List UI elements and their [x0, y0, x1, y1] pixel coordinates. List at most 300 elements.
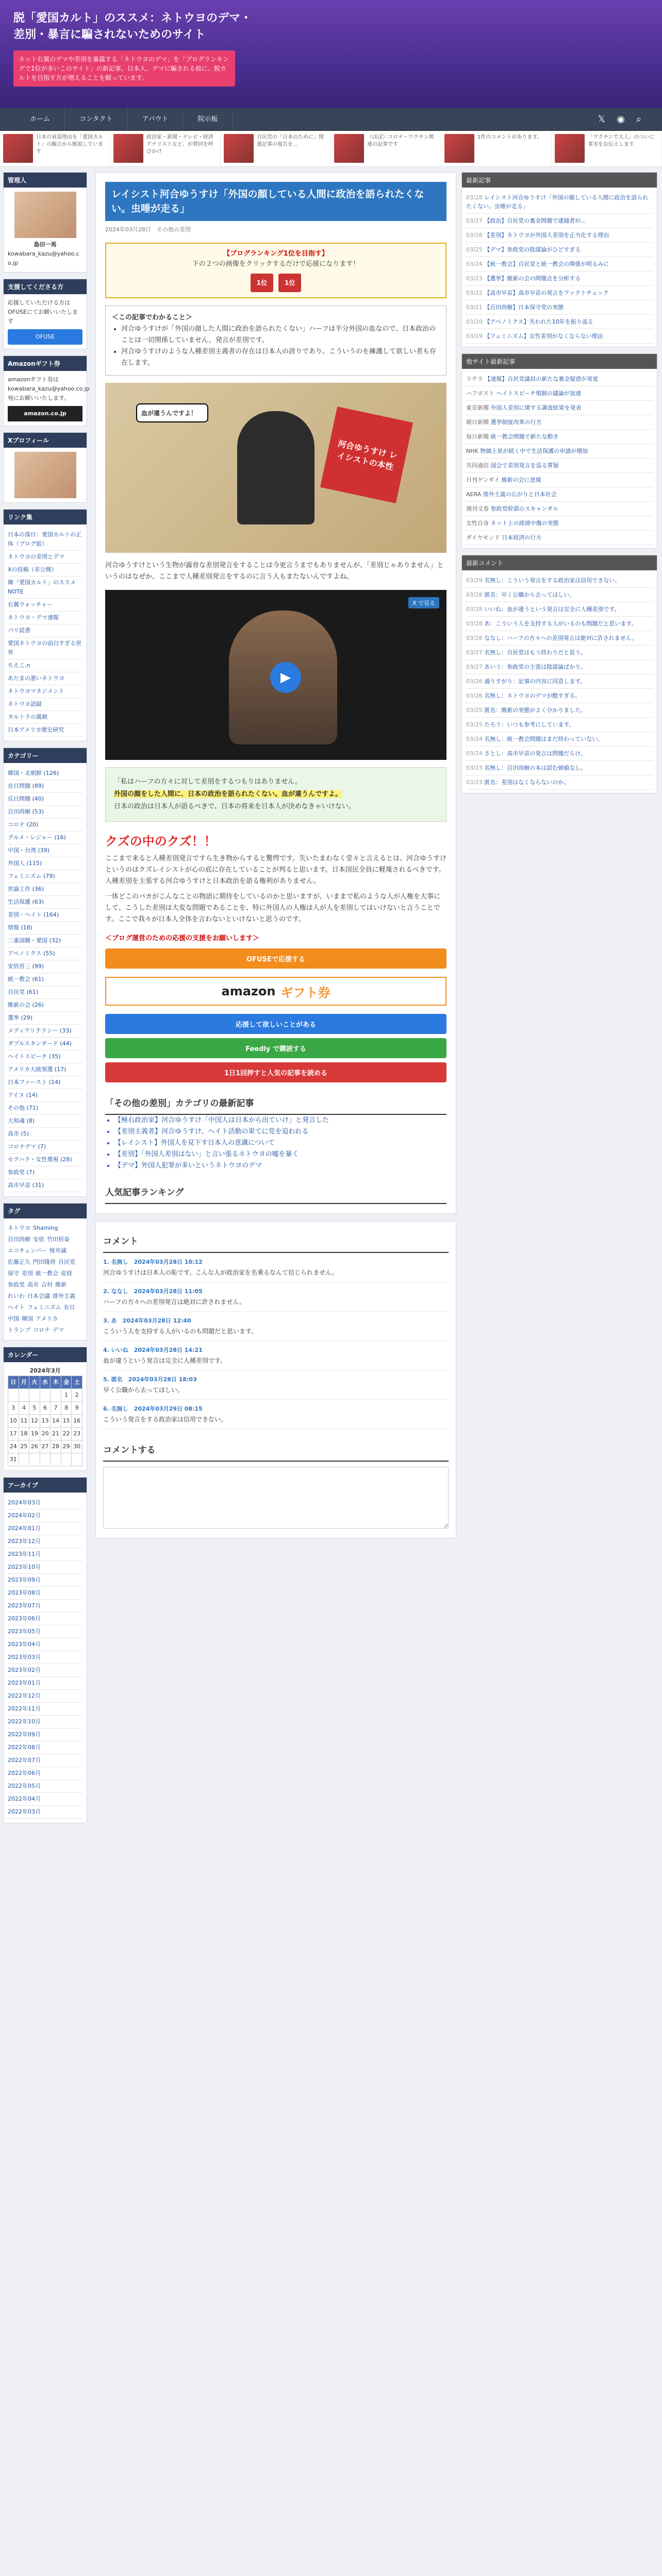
category-item[interactable]: その他 (71) — [8, 1102, 82, 1115]
featured-banner[interactable]: 自民党の「日本のために」関連記事の報告を... — [221, 131, 331, 166]
archive-item[interactable]: 2022年10月 — [8, 1716, 82, 1728]
latest-comment-item[interactable] — [466, 674, 653, 689]
search-icon[interactable]: ⌕ — [636, 114, 641, 125]
other-site-item[interactable] — [466, 531, 653, 545]
category-item[interactable]: フェミニズム (79) — [8, 870, 82, 883]
archive-item[interactable]: 2023年07月 — [8, 1600, 82, 1613]
latest-post-item-date: 03/24 — [466, 261, 483, 267]
calendar-day[interactable]: 12 — [29, 1415, 40, 1428]
calendar-day[interactable] — [8, 1389, 19, 1402]
latest-comment-item-date: 03/27 — [466, 664, 483, 670]
tag-item[interactable]: 高市 — [27, 1281, 39, 1288]
calendar-day[interactable] — [51, 1453, 61, 1466]
calendar-day[interactable]: 3 — [8, 1402, 19, 1415]
latest-posts-widget — [461, 172, 657, 347]
ranking-heading: 人気記事ランキング — [105, 1180, 446, 1204]
banner-thumbnail — [555, 134, 585, 163]
comment-textarea[interactable] — [103, 1467, 449, 1529]
latest-post-item-text: 【政治】自民党の裏金問題で逮捕者が... — [484, 217, 586, 224]
latest-comments-widget — [461, 555, 657, 793]
latest-comment-item-date: 03/25 — [466, 721, 483, 728]
latest-comment-item[interactable] — [466, 718, 653, 732]
nav-contact[interactable]: コンタクト — [65, 108, 127, 131]
category-item[interactable]: 高市 (5) — [8, 1128, 82, 1141]
calendar-day[interactable]: 6 — [40, 1402, 51, 1415]
tag-item[interactable]: 中国 — [8, 1315, 19, 1322]
latest-post-item-date: 03/21 — [466, 304, 483, 311]
other-site-item[interactable] — [466, 415, 653, 430]
archive-item[interactable]: 2022年04月 — [8, 1793, 82, 1806]
play-icon[interactable]: ▶ — [270, 662, 301, 693]
calendar-day[interactable]: 24 — [8, 1440, 19, 1453]
tag-item[interactable]: 桜井誠 — [49, 1247, 67, 1254]
archive-item[interactable]: 2022年12月 — [8, 1690, 82, 1703]
tag-item[interactable]: 安倍 — [33, 1236, 44, 1243]
other-site-item-src: AERA — [466, 491, 482, 498]
comment-item — [103, 1400, 449, 1429]
calendar-day[interactable] — [19, 1389, 29, 1402]
other-site-item-text: 選挙制度改革の行方 — [490, 419, 542, 426]
latest-comment-item-text: 名無し：ネトウヨのデマが酷すぎる。 — [484, 692, 581, 699]
category-item[interactable]: アイヌ (14) — [8, 1089, 82, 1102]
calendar-weekday: 木 — [51, 1376, 61, 1389]
other-site-item[interactable] — [466, 401, 653, 415]
nav-board[interactable]: 院示板 — [183, 108, 233, 131]
category-item[interactable]: コロナ (20) — [8, 819, 82, 832]
latest-comment-item[interactable] — [466, 631, 653, 646]
latest-comment-item[interactable] — [466, 646, 653, 660]
comment-item — [103, 1370, 449, 1400]
category-item[interactable]: 百田尚樹 (53) — [8, 806, 82, 819]
other-site-item[interactable] — [466, 487, 653, 502]
calendar-day[interactable]: 2 — [72, 1389, 82, 1402]
archive-item[interactable]: 2024年03月 — [8, 1497, 82, 1510]
featured-banner[interactable]: 日本の衰退理由を「愛国カルト」の観点から解説しています — [0, 131, 110, 166]
latest-comment-item[interactable] — [466, 588, 653, 602]
category-item[interactable]: 高市早苗 (31) — [8, 1179, 82, 1192]
other-site-item-src: リテラ — [466, 376, 483, 382]
calendar-day[interactable]: 13 — [40, 1415, 51, 1428]
donate-text: 応援していただける方はOFUSEにてお願いいたします — [8, 299, 78, 325]
category-item[interactable]: 安倍晋三 (99) — [8, 960, 82, 973]
category-item[interactable]: ヘイトスピーチ (35) — [8, 1050, 82, 1063]
archive-item[interactable]: 2023年01月 — [8, 1677, 82, 1690]
article-intro: 河合ゆうすけという生物が露骨な差別発言をすることは今更言うまでもありませんが、「差別じゃありません」というのはなぜか、ここまで人種差別発言をするのに言う人もまたないんですよね。 — [105, 562, 444, 581]
category-item[interactable]: 反日問題 (40) — [8, 793, 82, 806]
latest-comment-item[interactable] — [466, 689, 653, 703]
quote-highlight: 外国の顔をした人間に、日本の政治を語られたくない。血が違うんですよ。 — [114, 790, 342, 798]
calendar-day[interactable] — [29, 1389, 40, 1402]
category-item[interactable]: アメリカ大統領選 (17) — [8, 1063, 82, 1076]
latest-post-item-text: 【高市早苗】高市早苗の発言をファクトチェック — [484, 290, 609, 296]
latest-comment-item-text: 名無し：自民党はもう終わりだと思う。 — [484, 649, 587, 656]
other-site-item-src: 毎日新聞 — [466, 433, 489, 440]
archive-item[interactable]: 2023年06月 — [8, 1613, 82, 1625]
calendar-day[interactable] — [40, 1453, 51, 1466]
other-site-item-text: 物価上昇が続く中で生活保護の申請が増加 — [480, 448, 588, 454]
calendar-day[interactable]: 28 — [51, 1440, 61, 1453]
archive-item[interactable]: 2022年11月 — [8, 1703, 82, 1716]
archive-item[interactable]: 2023年03月 — [8, 1651, 82, 1664]
latest-post-item[interactable] — [466, 228, 653, 243]
latest-post-item-date: 03/20 — [466, 318, 483, 325]
request-button[interactable]: 応援して欲しいことがある — [105, 1014, 446, 1034]
latest-post-item[interactable] — [466, 214, 653, 228]
category-item[interactable]: 日本ファースト (14) — [8, 1076, 82, 1089]
tag-item[interactable]: 在日 — [63, 1304, 75, 1311]
category-item[interactable]: 中国・台湾 (39) — [8, 844, 82, 857]
tag-item[interactable]: 韓国 — [22, 1315, 33, 1322]
x-icon[interactable]: 𝕏 — [598, 114, 606, 125]
archive-item[interactable]: 2023年04月 — [8, 1638, 82, 1651]
link-item[interactable]: 韓「愛国カルト」のススメNOTE — [8, 577, 82, 599]
calendar-day[interactable]: 15 — [61, 1415, 72, 1428]
category-item[interactable]: アベノミクス (55) — [8, 947, 82, 960]
tag-item[interactable]: 百田尚樹 — [8, 1236, 30, 1243]
article-meta: 2024年03月28日 その他の差別 — [105, 226, 191, 233]
featured-banner[interactable]: 政治家・新聞・テレビ・経済アナリストなど、が賛同を呼びかけ — [110, 131, 221, 166]
tag-item[interactable]: エコチェンバー — [8, 1247, 47, 1254]
link-item[interactable]: パリ読書 — [8, 624, 82, 637]
archive-item[interactable]: 2022年03月 — [8, 1806, 82, 1819]
latest-comment-item-text: あいう：参政党の主張は陰謀論ばかり。 — [484, 664, 587, 670]
archive-item[interactable]: 2022年08月 — [8, 1741, 82, 1754]
category-item[interactable]: 生活保護 (63) — [8, 896, 82, 909]
profile-widget — [3, 172, 87, 273]
related-item[interactable]: • 【差別主義者】河合ゆうすけ、ヘイト活動の果てに党を追われる — [114, 1126, 446, 1138]
related-item[interactable]: • 【差別】「外国人差別はない」と言い張るネトウヨの嘘を暴く — [114, 1149, 446, 1160]
category-item[interactable]: 維新の会 (26) — [8, 999, 82, 1012]
link-item[interactable]: ネトウヨの差別とデマ — [8, 551, 82, 564]
ofuse-button[interactable]: OFUSE — [8, 329, 82, 345]
latest-comment-item-date: 03/28 — [466, 591, 483, 598]
archive-item[interactable]: 2023年10月 — [8, 1561, 82, 1574]
ranking-button[interactable]: 1日1回押すと人気の記事を読める — [105, 1062, 446, 1082]
comment-author: 2. ななし 2024年03月28日 11:05 — [103, 1288, 203, 1295]
latest-comment-item-text: たろう：いつも参考にしています。 — [484, 721, 575, 728]
calendar-day[interactable]: 16 — [72, 1415, 82, 1428]
archive-item[interactable]: 2022年09月 — [8, 1728, 82, 1741]
latest-comment-item[interactable] — [466, 573, 653, 588]
profile-email[interactable]: kowabara_kazu@yahoo.co.jp — [8, 250, 79, 266]
calendar-day[interactable]: 9 — [72, 1402, 82, 1415]
other-site-item[interactable] — [466, 444, 653, 459]
latest-comment-item-date: 03/24 — [466, 736, 483, 742]
banner-thumbnail — [334, 134, 364, 163]
profile-name: 島田一馬 — [34, 241, 57, 248]
latest-comment-item-date: 03/29 — [466, 577, 483, 584]
calendar-day[interactable]: 21 — [51, 1428, 61, 1440]
comment-item — [103, 1253, 449, 1282]
calendar-day[interactable]: 4 — [19, 1402, 29, 1415]
donate-widget — [3, 279, 87, 349]
other-site-item[interactable] — [466, 502, 653, 516]
latest-comment-item[interactable] — [466, 747, 653, 761]
promo-text: 下の２つの画像をクリックするだけで応援になります！ — [192, 260, 360, 268]
rss-icon[interactable]: ◉ — [617, 114, 625, 125]
calendar-day[interactable]: 5 — [29, 1402, 40, 1415]
category-item[interactable]: 情報 (18) — [8, 922, 82, 935]
category-item[interactable]: 統一教会 (61) — [8, 973, 82, 986]
latest-comment-item[interactable] — [466, 703, 653, 718]
tag-item[interactable]: 差別 — [22, 1270, 33, 1277]
latest-post-item-date: 03/26 — [466, 232, 483, 239]
latest-comment-item-text: いいね：血が違うという発言は完全に人種差別です。 — [484, 606, 620, 613]
ranking-vote-button[interactable]: 1位 — [278, 274, 301, 292]
category-item[interactable]: 外国人 (115) — [8, 857, 82, 870]
category-item[interactable]: 大和魂 (8) — [8, 1115, 82, 1128]
calendar-day[interactable]: 7 — [51, 1402, 61, 1415]
calendar-day[interactable]: 19 — [29, 1428, 40, 1440]
link-item[interactable]: ネトウヨ・デマ速報 — [8, 612, 82, 624]
calendar-day[interactable]: 11 — [19, 1415, 29, 1428]
comment-body: ハーフの方々への差別発言は絶対に許されません。 — [103, 1298, 246, 1306]
archive-item[interactable]: 2023年08月 — [8, 1587, 82, 1600]
other-site-item[interactable] — [466, 516, 653, 531]
widget-title: カテゴリー — [4, 748, 87, 763]
archive-item[interactable]: 2024年02月 — [8, 1510, 82, 1522]
latest-post-item[interactable] — [466, 272, 653, 286]
category-item[interactable]: 選挙 (29) — [8, 1012, 82, 1025]
tag-item[interactable]: 吉村 — [41, 1281, 53, 1288]
widget-title: Xプロフィール — [4, 433, 87, 448]
summary-item: • 河合ゆうすけが「外国の顔した人間に政治を語られたくない」ハーフは半分外国の血なので、日本政治のことは一切関係していません。発言が差別です。 — [121, 324, 440, 346]
calendar-day[interactable]: 10 — [8, 1415, 19, 1428]
calendar-day[interactable]: 23 — [72, 1428, 82, 1440]
link-item[interactable]: ネトウヨ語録 — [8, 698, 82, 711]
tag-item[interactable]: ヘイト — [8, 1304, 25, 1311]
related-item[interactable]: • 【デマ】外国人犯罪が多いというネトウヨのデマ — [114, 1160, 446, 1172]
category-item[interactable]: 自民党 (61) — [8, 986, 82, 999]
latest-comment-item-text: 匿名：差別はなくならないのか。 — [484, 779, 570, 786]
tag-item[interactable]: 日本会議 — [27, 1293, 50, 1299]
calendar-day[interactable]: 17 — [8, 1428, 19, 1440]
calendar-day[interactable]: 25 — [19, 1440, 29, 1453]
latest-post-item-date: 03/19 — [466, 333, 483, 340]
latest-comment-item-text: 匿名：維新の実態がよく分かりました。 — [484, 707, 587, 714]
calendar-day[interactable] — [51, 1389, 61, 1402]
calendar-day[interactable]: 29 — [61, 1440, 72, 1453]
nav-icons — [598, 114, 662, 125]
nav-home[interactable]: ホーム — [15, 108, 65, 131]
latest-post-item[interactable] — [466, 315, 653, 329]
other-site-item[interactable] — [466, 459, 653, 473]
link-item[interactable]: 日本アメリカ歴史研究 — [8, 724, 82, 737]
calendar-day[interactable]: 1 — [61, 1389, 72, 1402]
archive-item[interactable]: 2023年09月 — [8, 1574, 82, 1587]
amazon-text: amazonギフト券はkowabara_kazu@yahoo.co.jp宛にお願いいたします。 — [8, 376, 90, 401]
latest-comment-item[interactable] — [466, 602, 653, 617]
site-title[interactable]: 脱「愛国カルト」のススメ：ネトウヨのデマ・差別・暴言に騙されないためのサイト — [13, 12, 252, 41]
archive-item[interactable]: 2023年12月 — [8, 1535, 82, 1548]
category-item[interactable]: メディアリテラシー (33) — [8, 1025, 82, 1038]
site-description: ネット右翼のデマや差別を暴露する「ネトウヨのデマ」を「ブログランキングで1位が多いこのサイト」の新記事。日本人、デマに騙される前に、脱カルトを目指す方が増えることを願っています。 — [13, 50, 235, 87]
link-item[interactable]: ネトウヨマネジメント — [8, 685, 82, 698]
calendar-day[interactable]: 22 — [61, 1428, 72, 1440]
latest-comment-item[interactable] — [466, 775, 653, 790]
tag-item[interactable]: 竹田恒泰 — [47, 1236, 70, 1243]
calendar-day[interactable]: 26 — [29, 1440, 40, 1453]
link-item[interactable]: ちえこ.n — [8, 659, 82, 672]
archive-item[interactable]: 2023年02月 — [8, 1664, 82, 1677]
category-item[interactable]: 韓国・北朝鮮 (126) — [8, 767, 82, 780]
tag-item[interactable]: れいわ — [8, 1293, 25, 1299]
ranking-vote-button[interactable]: 1位 — [251, 274, 273, 292]
archives-widget — [3, 1477, 87, 1823]
other-site-item[interactable] — [466, 430, 653, 444]
related-item[interactable]: • 【レイシスト】外国人を見下す日本人の意識について — [114, 1138, 446, 1149]
widget-title: 管理人 — [4, 173, 87, 188]
tag-item[interactable]: Shaming — [33, 1225, 58, 1231]
latest-post-item[interactable] — [466, 191, 653, 214]
tag-item[interactable]: アメリカ — [36, 1315, 58, 1322]
tag-item[interactable]: 産経 — [61, 1270, 72, 1277]
calendar-day[interactable] — [40, 1389, 51, 1402]
amazon-logo[interactable]: amazon.co.jp — [8, 406, 82, 421]
calendar-day[interactable] — [61, 1453, 72, 1466]
latest-post-item[interactable] — [466, 257, 653, 272]
tag-item[interactable]: 自民党 — [58, 1259, 75, 1265]
calendar-day[interactable]: 31 — [8, 1453, 19, 1466]
comment-item — [103, 1341, 449, 1370]
comment-body: 早く公職から去ってほしい。 — [103, 1386, 184, 1394]
comment-item — [103, 1312, 449, 1341]
latest-post-item-text: レイシスト河合ゆうすけ「外国の顔している人間に政治を語られたくない。虫唾が走る」 — [466, 194, 649, 210]
amazon-widget — [3, 355, 90, 426]
latest-post-item[interactable] — [466, 300, 653, 315]
link-item[interactable]: 愛国ネトウヨの面白すぎる世界 — [8, 637, 82, 659]
latest-post-item-date: 03/28 — [466, 194, 483, 201]
calendar-day[interactable] — [72, 1453, 82, 1466]
tag-item[interactable]: 門田隆将 — [33, 1259, 56, 1265]
x-profile-avatar[interactable] — [14, 452, 76, 498]
latest-comment-item-date: 03/23 — [466, 779, 483, 786]
category-item[interactable]: 二重国籍・愛国 (32) — [8, 935, 82, 947]
latest-comment-item-text: ななし：ハーフの方々への差別発言は絶対に許されません。 — [484, 635, 638, 641]
video-source-link[interactable]: X で見る — [408, 597, 439, 608]
latest-comment-item-date: 03/25 — [466, 707, 483, 714]
archive-item[interactable]: 2023年05月 — [8, 1625, 82, 1638]
category-item[interactable]: 世論工作 (36) — [8, 883, 82, 896]
archive-item[interactable]: 2022年06月 — [8, 1767, 82, 1780]
tag-item[interactable]: コロナ — [33, 1327, 50, 1333]
widget-title: タグ — [4, 1204, 87, 1218]
category-item[interactable]: ダブルスタンダード (44) — [8, 1038, 82, 1050]
latest-comment-item-date: 03/24 — [466, 750, 483, 757]
latest-post-item[interactable] — [466, 286, 653, 300]
category-item[interactable]: セクハラ・女性蔑視 (28) — [8, 1154, 82, 1166]
other-site-item[interactable] — [466, 386, 653, 401]
calendar-day[interactable] — [19, 1453, 29, 1466]
calendar-day[interactable] — [29, 1453, 40, 1466]
amazon-gift-button[interactable]: amazon ギフト券 — [105, 977, 446, 1006]
latest-comment-item[interactable] — [466, 732, 653, 747]
calendar-day[interactable]: 27 — [40, 1440, 51, 1453]
calendar-day[interactable]: 20 — [40, 1428, 51, 1440]
tag-item[interactable]: ネトウヨ — [8, 1225, 30, 1231]
tag-item[interactable]: 保守 — [8, 1270, 19, 1277]
embedded-video[interactable] — [105, 590, 446, 760]
comment-author: 1. 名無し 2024年03月28日 10:12 — [103, 1259, 203, 1265]
category-item[interactable]: 参政党 (7) — [8, 1166, 82, 1179]
featured-banner[interactable]: （ほぼ）コロナ・ワクチン関連の記事です — [331, 131, 441, 166]
other-site-item-src: 女性自身 — [466, 520, 489, 527]
tag-item[interactable]: フェミニズム — [27, 1304, 61, 1311]
tag-item[interactable]: 参政党 — [8, 1281, 25, 1288]
latest-post-item-date: 03/25 — [466, 246, 483, 253]
calendar-table — [8, 1376, 82, 1466]
tag-item[interactable]: 佐藤正久 — [8, 1259, 30, 1265]
calendar-day[interactable]: 8 — [61, 1402, 72, 1415]
latest-comment-item-text: 通りすがり：記事の内容に同意します。 — [484, 678, 586, 685]
archive-item[interactable]: 2022年07月 — [8, 1754, 82, 1767]
category-item[interactable]: グルメ・レジャー (16) — [8, 832, 82, 844]
tag-item[interactable]: 維新 — [55, 1281, 67, 1288]
calendar-day[interactable]: 30 — [72, 1440, 82, 1453]
link-item[interactable]: Xの投稿（非公開） — [8, 564, 82, 577]
comment-body: 血が違うという発言は完全に人種差別です。 — [103, 1357, 227, 1364]
other-site-item-text: 日本経済の行方 — [502, 534, 542, 541]
comment-body: こういう発言をする政治家は信用できない。 — [103, 1416, 227, 1423]
related-item[interactable]: • 【極右政治家】河合ゆうすけ「中国人は日本から出ていけ」と発言した — [114, 1115, 446, 1126]
latest-post-item[interactable] — [466, 243, 653, 257]
tag-item[interactable]: デマ — [53, 1327, 64, 1333]
widget-title: 最新コメント — [462, 555, 657, 570]
link-item[interactable]: あたまの悪いネトウヨ — [8, 672, 82, 685]
calendar-widget — [3, 1347, 87, 1471]
other-site-item[interactable] — [466, 473, 653, 487]
latest-comment-item[interactable] — [466, 660, 653, 674]
category-item[interactable]: 在日問題 (89) — [8, 780, 82, 793]
category-item[interactable]: 差別・ヘイト (164) — [8, 909, 82, 922]
link-item[interactable]: 日本の落日：愛国カルトの正体（ブログ版） — [8, 529, 82, 551]
featured-banner[interactable]: 1件のコメントがあります。 — [441, 131, 552, 166]
comment-body: 河合ゆうすけは日本人の恥です。こんな人が政治家を名乗るなんて信じられません。 — [103, 1269, 338, 1276]
latest-comment-item[interactable] — [466, 617, 653, 631]
support-buttons — [105, 948, 446, 1082]
latest-post-item-text: 【デマ】参政党の陰謀論がひどすぎる — [484, 246, 581, 253]
tag-item[interactable]: 排外主義 — [53, 1293, 75, 1299]
calendar-day[interactable]: 14 — [51, 1415, 61, 1428]
category-item[interactable]: コロナデマ (7) — [8, 1141, 82, 1154]
latest-post-item[interactable] — [466, 329, 653, 344]
banner-thumbnail — [444, 134, 474, 163]
archive-item[interactable]: 2023年11月 — [8, 1548, 82, 1561]
ofuse-support-button[interactable]: OFUSEで応援する — [105, 948, 446, 969]
feedly-button[interactable]: Feedly で購読する — [105, 1038, 446, 1058]
latest-comment-item[interactable] — [466, 761, 653, 775]
archive-item[interactable]: 2024年01月 — [8, 1522, 82, 1535]
other-site-item-src: 日刊ゲンダイ — [466, 477, 500, 483]
calendar-day[interactable]: 18 — [19, 1428, 29, 1440]
other-site-item[interactable] — [466, 372, 653, 386]
other-site-item-src: 共同通信 — [466, 462, 489, 469]
other-sites-widget — [461, 353, 657, 549]
other-site-item-src: ダイヤモンド — [466, 534, 500, 541]
latest-comment-item-date: 03/27 — [466, 649, 483, 656]
link-item[interactable]: 右翼ウォッチャー — [8, 599, 82, 612]
featured-banner[interactable]: 「ワクチンで大人」のついに事実をお伝えします — [552, 131, 662, 166]
other-site-item-text: 【速報】自民党議員の新たな裏金疑惑が発覚 — [485, 376, 599, 382]
tag-item[interactable]: トランプ — [8, 1327, 30, 1333]
latest-comment-item-date: 03/26 — [466, 678, 483, 685]
nav-about[interactable]: アバウト — [128, 108, 184, 131]
tag-item[interactable]: 統一教会 — [36, 1270, 58, 1277]
widget-title: 他サイト最新記事 — [462, 354, 657, 369]
link-item[interactable]: タルトラの風刺 — [8, 711, 82, 724]
calendar-month: 2024年3月 — [29, 1367, 61, 1374]
archive-item[interactable]: 2022年05月 — [8, 1780, 82, 1793]
